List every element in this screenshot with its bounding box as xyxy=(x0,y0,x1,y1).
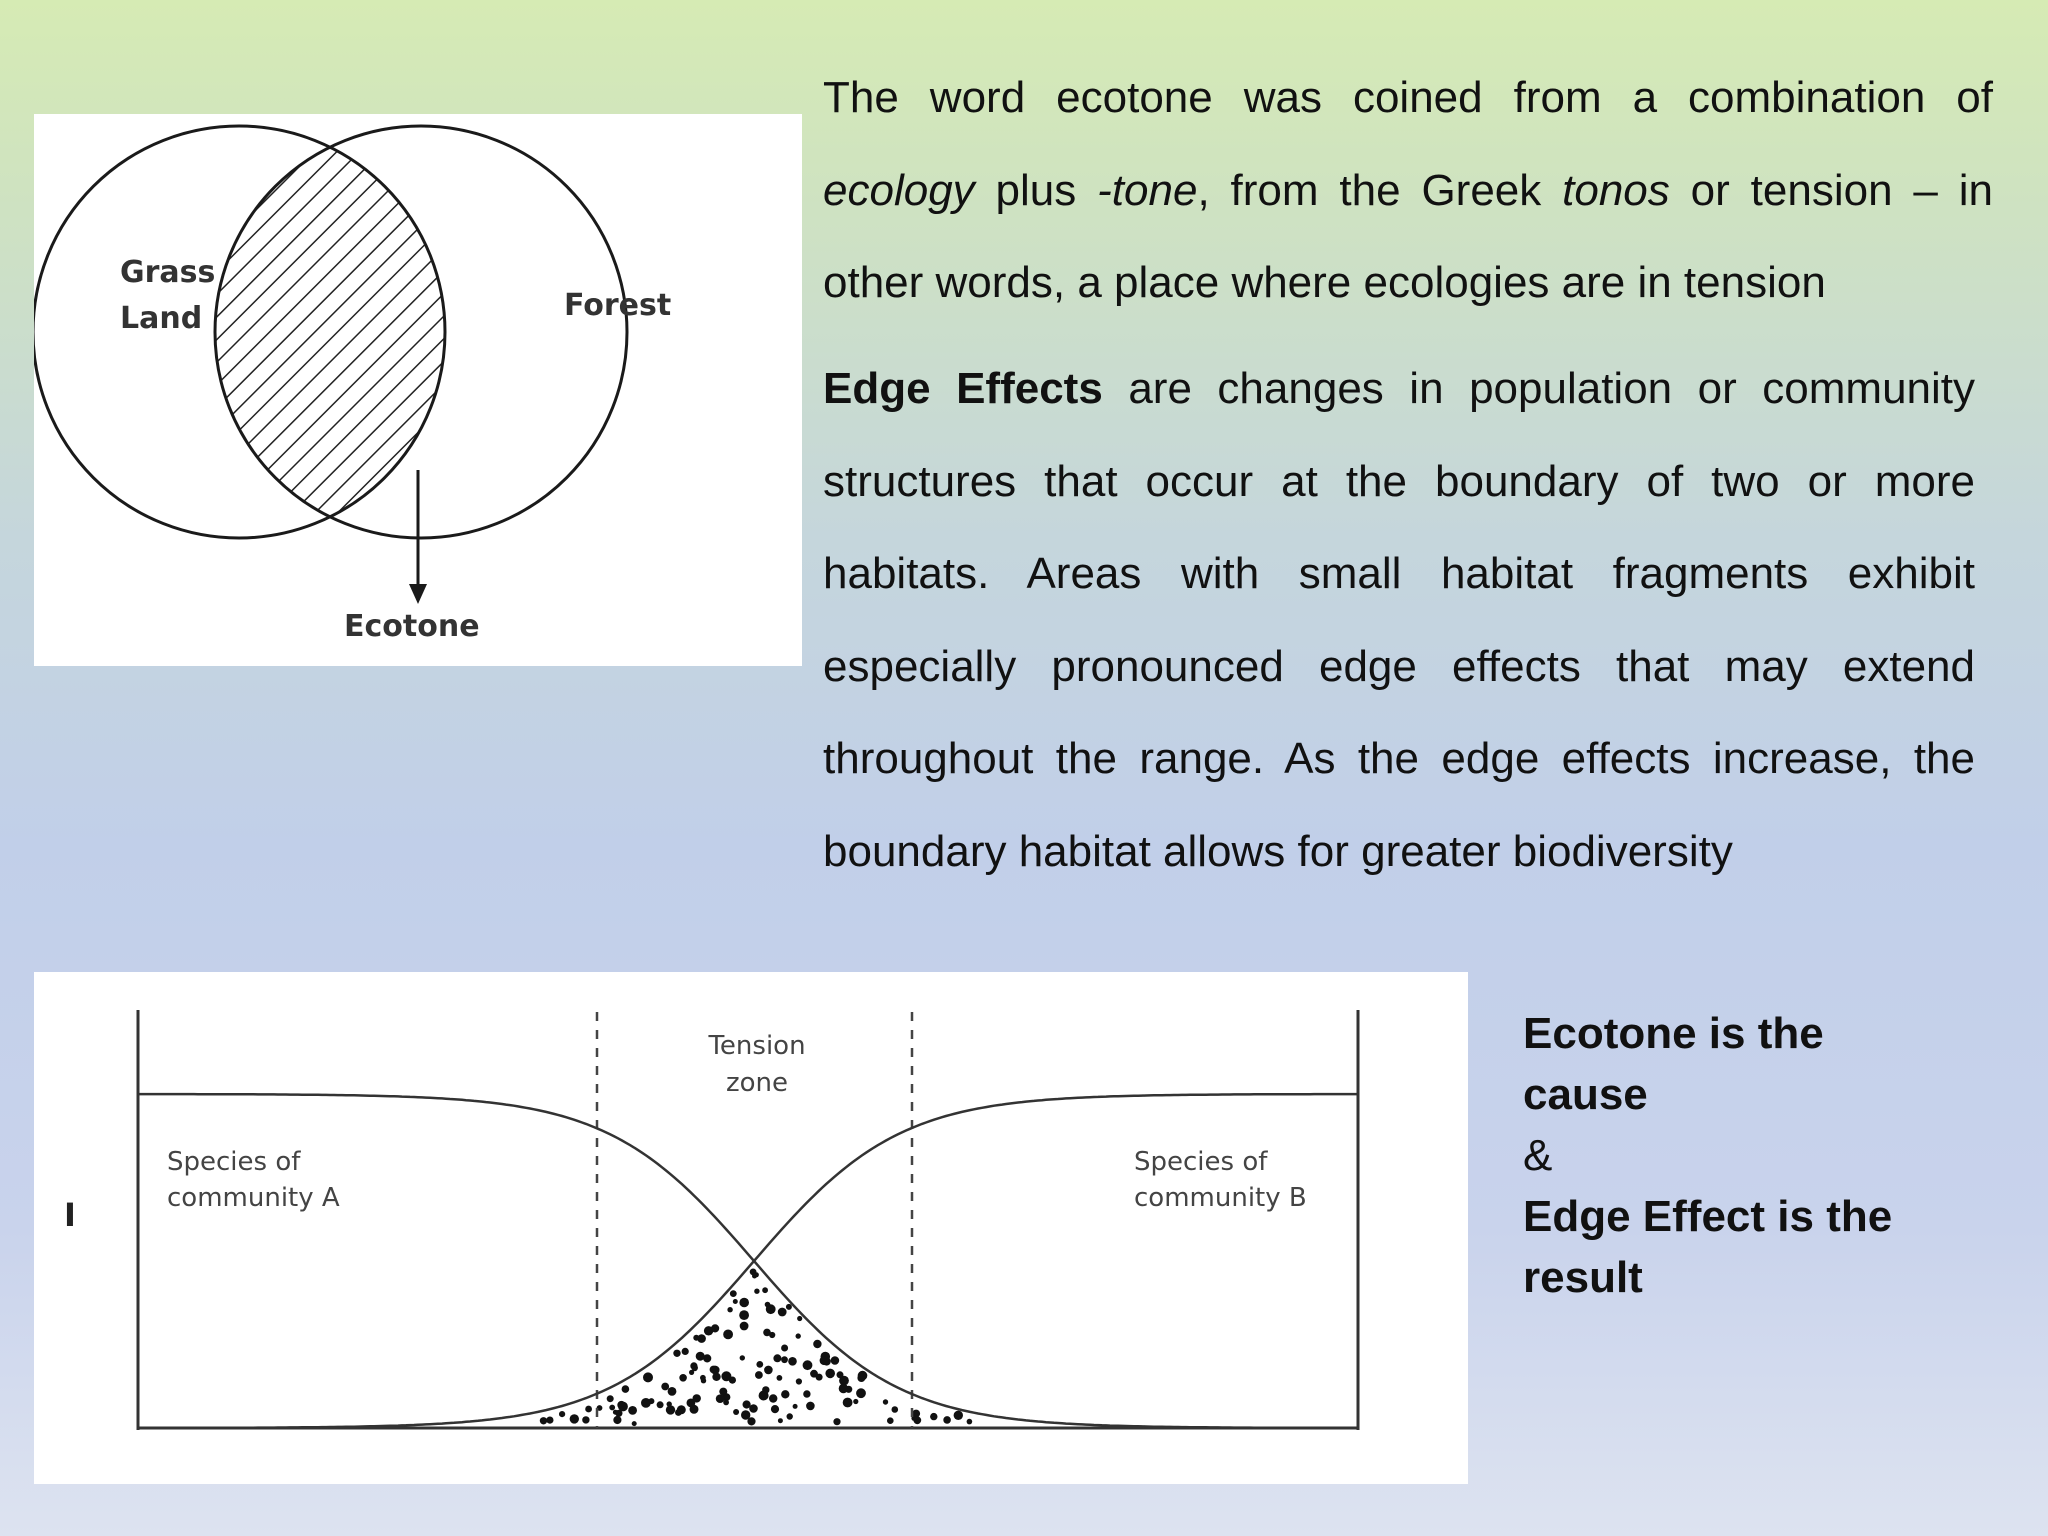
edge-species-dot xyxy=(778,1308,787,1317)
edge-species-dot xyxy=(797,1316,802,1321)
edge-species-dot xyxy=(668,1387,677,1396)
ecotone-overlap-region xyxy=(215,126,627,538)
edge-species-dot xyxy=(787,1413,793,1419)
edge-species-dot xyxy=(788,1357,797,1366)
edge-species-dot xyxy=(892,1406,899,1413)
edge-species-dot xyxy=(773,1354,781,1362)
edge-species-dot xyxy=(648,1398,654,1404)
tension-zone-label-line2: zone xyxy=(725,1068,789,1098)
edge-species-dot xyxy=(711,1324,719,1332)
community-a-curve xyxy=(138,1094,1358,1428)
edge-species-dot xyxy=(839,1384,848,1393)
edge-species-dot xyxy=(679,1374,687,1382)
axis-mark: I xyxy=(64,1196,76,1234)
edge-species-dot xyxy=(816,1374,823,1381)
edge-species-dot xyxy=(585,1406,592,1413)
ecotone-label: Ecotone xyxy=(344,609,480,644)
edge-species-dot xyxy=(766,1304,776,1314)
edge-species-dot xyxy=(796,1333,801,1338)
conclusion-text xyxy=(1523,1003,1943,1308)
edge-species-dot xyxy=(803,1390,810,1397)
edge-species-dot xyxy=(883,1399,888,1404)
edge-species-dot xyxy=(820,1356,829,1365)
edge-species-dot xyxy=(716,1394,725,1403)
edge-species-dot xyxy=(727,1307,732,1312)
edge-species-dot xyxy=(643,1372,653,1382)
edge-species-dot xyxy=(701,1378,706,1383)
edge-species-dot xyxy=(733,1299,738,1304)
para1-text-2: plus xyxy=(974,165,1098,215)
edge-species-dot xyxy=(632,1421,637,1426)
edge-species-dot xyxy=(609,1405,615,1411)
edge-species-dot xyxy=(721,1371,731,1381)
para1-text-4: or tension – in other words, a place where ecologies are in tension xyxy=(823,165,1993,307)
edge-species-dot xyxy=(825,1369,835,1379)
para1-text-3: , from the Greek xyxy=(1197,165,1563,215)
tension-zone-label-line1: Tension xyxy=(708,1031,806,1061)
edge-species-dot xyxy=(856,1388,866,1398)
tension-svg xyxy=(34,972,1468,1484)
edge-species-dot xyxy=(677,1405,686,1414)
edge-effects-text: are changes in population or community structures that occur at the boundary of two or more habitats. Areas with small habitat fragments exhibit especially pronounced edge effects that may extend throughout the range. As the edge effects increase, the boundary habitat allows for greater biodiversity xyxy=(823,364,1976,876)
edge-species-dot xyxy=(764,1366,773,1375)
edge-species-dot xyxy=(657,1401,664,1408)
edge-species-dot xyxy=(831,1356,840,1365)
edge-species-dot xyxy=(781,1356,788,1363)
edge-species-dot xyxy=(696,1352,705,1361)
forest-label: Forest xyxy=(564,288,672,323)
community-b-curve xyxy=(138,1094,1358,1428)
edge-species-dot xyxy=(778,1418,783,1423)
edge-species-dot xyxy=(769,1332,775,1338)
community-a-label-line1: Species of xyxy=(167,1147,301,1177)
edge-species-dot xyxy=(582,1416,589,1423)
edge-species-dot xyxy=(666,1405,675,1414)
edge-species-dot xyxy=(930,1413,937,1420)
edge-species-dot xyxy=(756,1361,763,1368)
edge-species-dot xyxy=(793,1404,798,1409)
grassland-label-line2: Land xyxy=(120,301,203,336)
edge-species-dot xyxy=(967,1419,973,1425)
edge-species-dot xyxy=(803,1360,813,1370)
conclusion-ampersand: & xyxy=(1523,1131,1553,1180)
edge-species-dot xyxy=(740,1355,745,1360)
edge-species-dot xyxy=(546,1417,553,1424)
edge-species-dot xyxy=(559,1411,565,1417)
edge-effects-paragraph xyxy=(823,343,1975,898)
venn-svg xyxy=(34,114,802,666)
conclusion-line-cause: Ecotone is the cause xyxy=(1523,1009,1824,1119)
edge-species-dot xyxy=(781,1390,789,1398)
edge-species-dot xyxy=(740,1322,749,1331)
tension-zone-diagram xyxy=(34,972,1468,1484)
edge-species-dot xyxy=(727,1331,732,1336)
edge-species-dot xyxy=(719,1388,727,1396)
edge-species-dot xyxy=(943,1416,951,1424)
edge-species-dot xyxy=(673,1350,680,1357)
conclusion-line-result: Edge Effect is the result xyxy=(1523,1192,1893,1302)
edge-species-dot xyxy=(858,1371,868,1381)
edge-species-dot xyxy=(661,1383,669,1391)
edge-species-dot xyxy=(796,1378,802,1384)
edge-species-dot xyxy=(762,1287,768,1293)
community-b-label-line2: community B xyxy=(1134,1183,1307,1213)
edge-species-dot xyxy=(806,1402,815,1411)
grassland-label-line1: Grass xyxy=(120,255,216,290)
community-b-label-line1: Species of xyxy=(1134,1147,1268,1177)
para1-italic-tonos: tonos xyxy=(1562,165,1670,215)
edge-species-dot xyxy=(752,1274,757,1279)
edge-species-dot xyxy=(781,1345,788,1352)
edge-species-dot xyxy=(843,1398,853,1408)
edge-species-dot xyxy=(913,1416,921,1424)
edge-species-dot xyxy=(743,1400,751,1408)
community-a-label-line2: community A xyxy=(167,1183,340,1213)
edge-species-dot xyxy=(853,1399,858,1404)
edge-species-dot xyxy=(762,1386,769,1393)
edge-species-dot xyxy=(887,1417,894,1424)
para1-italic-tone: -tone xyxy=(1097,165,1198,215)
edge-effects-term: Edge Effects xyxy=(823,364,1103,413)
edge-species-dot xyxy=(813,1340,821,1348)
edge-species-dots xyxy=(540,1269,972,1427)
edge-species-dot xyxy=(689,1370,694,1375)
edge-species-dot xyxy=(712,1373,720,1381)
edge-species-dot xyxy=(723,1400,729,1406)
edge-species-dot xyxy=(682,1348,689,1355)
edge-species-dot xyxy=(628,1406,637,1415)
edge-species-dot xyxy=(777,1375,783,1381)
edge-species-dot xyxy=(730,1290,737,1297)
edge-species-dot xyxy=(693,1394,701,1402)
edge-species-dot xyxy=(622,1385,630,1393)
edge-species-dot xyxy=(786,1304,792,1310)
edge-species-dot xyxy=(954,1411,963,1420)
edge-species-dot xyxy=(607,1395,614,1402)
para1-text-1: The word ecotone was coined from a combination of xyxy=(823,73,1993,122)
edge-species-dot xyxy=(837,1371,844,1378)
edge-species-dot xyxy=(833,1418,840,1425)
ecotone-arrow-head xyxy=(409,584,427,604)
edge-species-dot xyxy=(613,1416,621,1424)
edge-species-dot xyxy=(771,1405,779,1413)
edge-species-dot xyxy=(733,1409,739,1415)
edge-species-dot xyxy=(693,1335,699,1341)
edge-species-dot xyxy=(739,1298,749,1308)
ecotone-definition-paragraph xyxy=(823,52,1993,330)
para1-italic-ecology: ecology xyxy=(823,165,975,215)
edge-species-dot xyxy=(747,1417,755,1425)
ecotone-venn-diagram xyxy=(34,114,802,666)
edge-species-dot xyxy=(769,1394,777,1402)
edge-species-dot xyxy=(540,1417,547,1424)
edge-species-dot xyxy=(754,1289,759,1294)
edge-species-dot xyxy=(755,1371,763,1379)
edge-species-dot xyxy=(570,1414,579,1423)
edge-species-dot xyxy=(710,1366,718,1374)
edge-species-dot xyxy=(739,1310,749,1320)
edge-species-dot xyxy=(618,1402,628,1412)
